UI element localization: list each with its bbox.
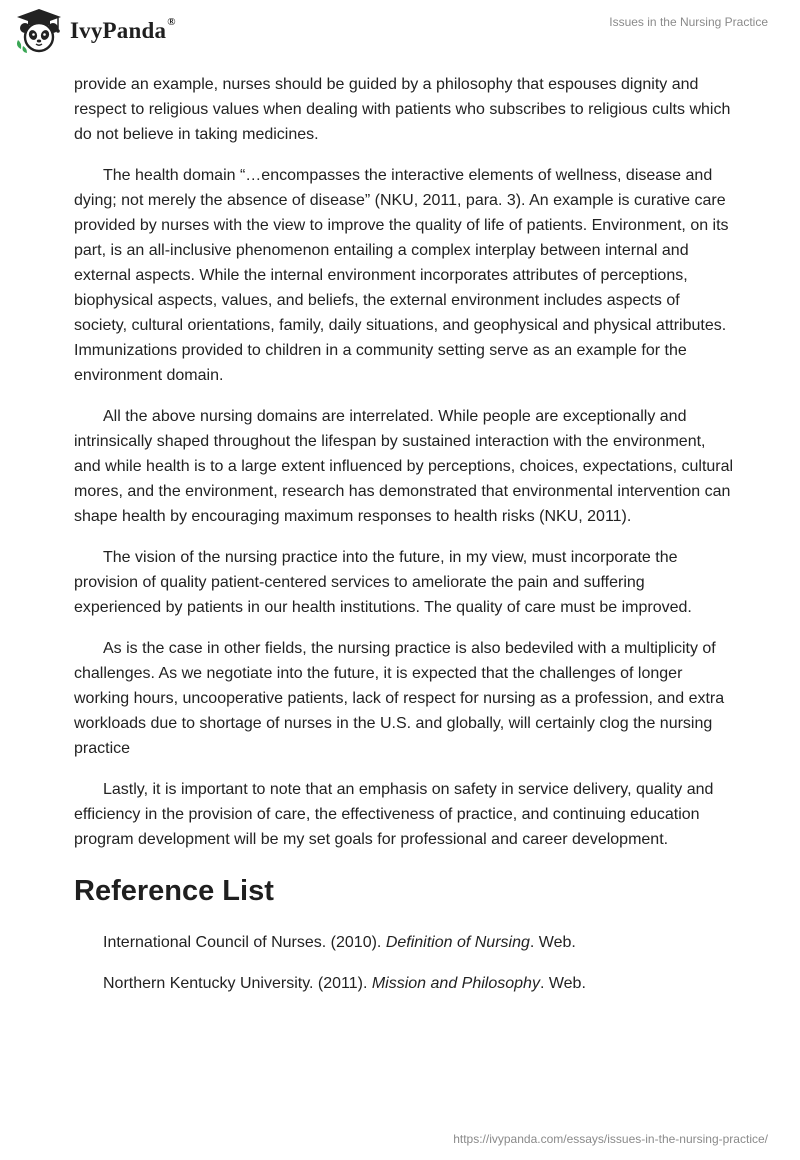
reference-item [103, 971, 734, 996]
reference-author: Northern Kentucky University. (2011). [103, 975, 372, 992]
paragraph-6: Lastly, it is important to note that an emphasis on safety in service delivery, quality and efficiency in the provision of care, the effectiveness of practice, and continuing education program development will be my set goals for professional and career development. [74, 781, 714, 848]
paragraph-5: As is the case in other fields, the nursing practice is also bedeviled with a multiplicity of challenges. As we negotiate into the future, it is expected that the challenges of longer working hours, uncooperative patients, lack of respect for nursing as a profession, and extra workloads due to shortage of nurses in the U.S. and globally, will certainly clog the nursing practice [74, 640, 725, 757]
reference-item [103, 930, 734, 955]
paragraph-3: All the above nursing domains are interrelated. While people are exceptionally and intrinsically shaped throughout the lifespan by sustained interaction with the environment, and while health is to a large extent influenced by perceptions, choices, expectations, cultural mores, and the environment, research has demonstrated that environmental intervention can shape health by encouraging maximum responses to health risks (NKU, 2011). [74, 408, 734, 525]
reference-title: Definition of Nursing [385, 934, 530, 951]
panda-graduate-icon [14, 8, 64, 54]
reference-list-heading: Reference List [74, 875, 274, 907]
registered-mark: ® [167, 16, 176, 28]
reference-title: Mission and Philosophy [371, 975, 540, 992]
page-header [0, 0, 800, 70]
paragraph-2: The health domain “…encompasses the interactive elements of wellness, disease and dying; not merely the absence of disease” (NKU, 2011, para. 3). An example is curative care provided by nurses with the view to improve the quality of life of patients. Environment, on its part, is an all-inclusive phenomenon entailing a complex interplay between internal and external aspects. While the internal environment incorporates attributes of perceptions, biophysical aspects, values, and beliefs, the external environment includes aspects of society, cultural orientations, family, daily situations, and geophysical and physical attributes. Immunizations provided to children in a community setting serve as an example for the environment domain. [74, 167, 729, 384]
reference-suffix: . Web. [529, 934, 576, 951]
reference-suffix: . Web. [539, 975, 586, 992]
brand-name: IvyPanda® [70, 16, 176, 43]
essay-content [74, 70, 734, 1012]
ivypanda-logo[interactable] [14, 8, 176, 54]
paragraph-4: The vision of the nursing practice into the future, in my view, must incorporate the provision of quality patient-centered services to ameliorate the pain and suffering experienced by patients in our health institutions. The quality of care must be improved. [74, 549, 692, 616]
reference-author: International Council of Nurses. (2010). [103, 934, 386, 951]
document-title: Issues in the Nursing Practice [609, 15, 768, 29]
source-url[interactable]: https://ivypanda.com/essays/issues-in-the-nursing-practice/ [453, 1132, 768, 1146]
paragraph-1: provide an example, nurses should be guided by a philosophy that espouses dignity and respect to religious values when dealing with patients who subscribes to religious cults which do not believe in taking medicines. [74, 76, 731, 143]
